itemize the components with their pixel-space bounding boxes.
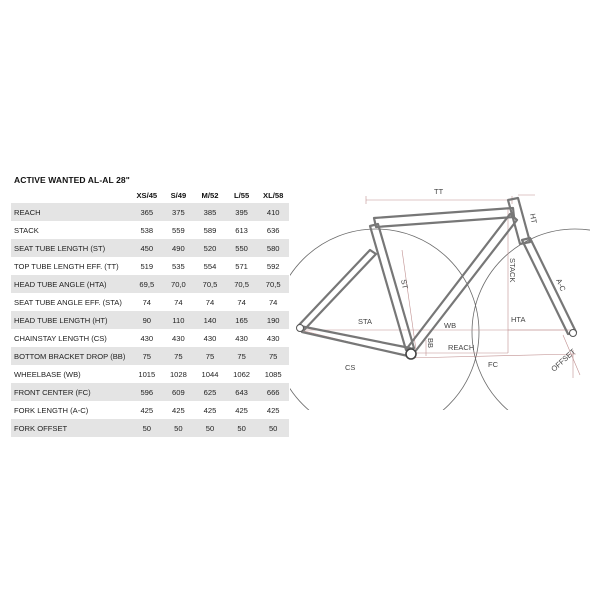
row-label: SEAT TUBE LENGTH (ST): [11, 239, 131, 257]
cell-value: 425: [172, 405, 185, 415]
cell-value: 1044: [201, 369, 219, 379]
table-row: [11, 347, 289, 365]
cell-value: 535: [172, 261, 185, 271]
hta-label: HTA: [511, 315, 526, 324]
fork: [522, 238, 576, 334]
cell-value: 50: [226, 419, 258, 437]
cell-value: 110: [163, 311, 195, 329]
row-label: HEAD TUBE LENGTH (HT): [11, 311, 131, 329]
tt-label: TT: [434, 187, 444, 196]
table-row: [11, 203, 289, 221]
table-row: [11, 293, 289, 311]
table-row: [11, 221, 289, 239]
sta-label: STA: [358, 317, 373, 326]
cell-value: 554: [203, 261, 217, 271]
cell-value: 74: [205, 297, 215, 307]
offset-label: OFFSET: [549, 346, 578, 374]
rear-wheel: [290, 229, 479, 410]
row-label: WHEELBASE (WB): [14, 369, 81, 379]
cell-value: 1085: [264, 369, 282, 379]
cell-value: 1028: [169, 369, 187, 379]
table-row: [11, 383, 289, 401]
cell-value: 50: [257, 419, 289, 437]
cell-value: 75: [131, 347, 163, 365]
cell-value: 395: [226, 203, 258, 221]
cell-value: 140: [194, 311, 226, 329]
cell-value: 609: [163, 383, 195, 401]
row-label: FORK LENGTH (A-C): [14, 405, 89, 415]
cell-value: 430: [235, 333, 248, 343]
cell-value: 450: [131, 239, 163, 257]
reach-label: REACH: [448, 343, 475, 352]
cell-value: 70,5: [257, 275, 289, 293]
ht-label: HT: [528, 212, 539, 225]
header-size: XS/45: [136, 191, 158, 200]
cell-value: 613: [235, 225, 248, 235]
fc-label: FC: [488, 360, 498, 369]
cell-value: 75: [257, 347, 289, 365]
cell-value: 490: [163, 239, 195, 257]
cell-value: 70,5: [226, 275, 258, 293]
cell-value: 519: [140, 261, 154, 271]
st-label: ST: [399, 278, 410, 290]
cell-value: 596: [131, 383, 163, 401]
row-label: SEAT TUBE ANGLE EFF. (STA): [14, 297, 122, 307]
cell-value: 90: [131, 311, 163, 329]
cell-value: 70,0: [163, 275, 195, 293]
cell-value: 625: [194, 383, 226, 401]
cell-value: 430: [203, 333, 217, 343]
stack-label: STACK: [508, 258, 517, 283]
cell-value: 666: [257, 383, 289, 401]
cell-value: 643: [226, 383, 258, 401]
row-label: CHAINSTAY LENGTH (CS): [14, 333, 107, 343]
cell-value: 50: [131, 419, 163, 437]
cell-value: 580: [257, 239, 289, 257]
cell-value: 520: [194, 239, 226, 257]
row-label: BOTTOM BRACKET DROP (BB): [11, 347, 131, 365]
header-size: M/52: [201, 191, 219, 200]
row-label: REACH: [11, 203, 131, 221]
header-size: XL/58: [263, 191, 284, 200]
cell-value: 375: [163, 203, 195, 221]
down-tube: [408, 214, 517, 353]
table-row: [11, 365, 289, 383]
chain-stay: [300, 326, 410, 356]
bb-label: BB: [426, 338, 435, 349]
cell-value: 425: [203, 405, 217, 415]
cell-value: 50: [163, 419, 195, 437]
cell-value: 75: [226, 347, 258, 365]
header-size: S/49: [170, 191, 187, 200]
cell-value: 165: [226, 311, 258, 329]
table-row: [11, 419, 289, 437]
cell-value: 50: [194, 419, 226, 437]
table-header-row: [11, 188, 289, 203]
cell-value: 1015: [138, 369, 156, 379]
table-row: [11, 275, 289, 293]
cell-value: 430: [140, 333, 154, 343]
table-row: [11, 311, 289, 329]
table-row: [11, 329, 289, 347]
cell-value: 571: [235, 261, 248, 271]
cell-value: 636: [266, 225, 280, 235]
bike-geometry-diagram: [290, 180, 590, 410]
cell-value: 69,5: [131, 275, 163, 293]
hub-marks: [297, 325, 577, 360]
cell-value: 425: [140, 405, 154, 415]
row-label: HEAD TUBE ANGLE (HTA): [11, 275, 131, 293]
cell-value: 190: [257, 311, 289, 329]
row-label: STACK: [14, 225, 39, 235]
header-blank: [11, 188, 131, 203]
cell-value: 74: [268, 297, 278, 307]
cell-value: 74: [174, 297, 183, 307]
cell-value: 410: [257, 203, 289, 221]
cell-value: 425: [235, 405, 248, 415]
table-row: [11, 239, 289, 257]
cell-value: 74: [237, 297, 246, 307]
cell-value: 589: [203, 225, 217, 235]
cell-value: 385: [194, 203, 226, 221]
cell-value: 75: [163, 347, 195, 365]
rear-hub: [297, 325, 304, 332]
table-row: [11, 401, 289, 419]
geometry-table: [11, 188, 289, 437]
front-hub: [570, 330, 577, 337]
cell-value: 1062: [233, 369, 251, 379]
head-tube: [508, 198, 530, 244]
cell-value: 70,5: [194, 275, 226, 293]
cell-value: 592: [266, 261, 280, 271]
chart-title: ACTIVE WANTED AL-AL 28": [14, 175, 130, 185]
wb-label: WB: [444, 321, 457, 330]
table-row: [11, 257, 289, 275]
cs-label: CS: [345, 363, 356, 372]
row-label: FORK OFFSET: [11, 419, 131, 437]
cell-value: 538: [140, 225, 154, 235]
cell-value: 74: [142, 297, 152, 307]
ac-label: A-C: [554, 277, 568, 293]
cell-value: 430: [172, 333, 185, 343]
bottom-bracket: [406, 349, 416, 359]
cell-value: 75: [194, 347, 226, 365]
row-label: FRONT CENTER (FC): [11, 383, 131, 401]
top-tube: [374, 208, 514, 227]
cell-value: 550: [226, 239, 258, 257]
cell-value: 559: [172, 225, 185, 235]
header-size: L/55: [233, 191, 250, 200]
cell-value: 425: [266, 405, 280, 415]
cell-value: 430: [266, 333, 280, 343]
cell-value: 365: [131, 203, 163, 221]
row-label: TOP TUBE LENGTH EFF. (TT): [14, 261, 119, 271]
